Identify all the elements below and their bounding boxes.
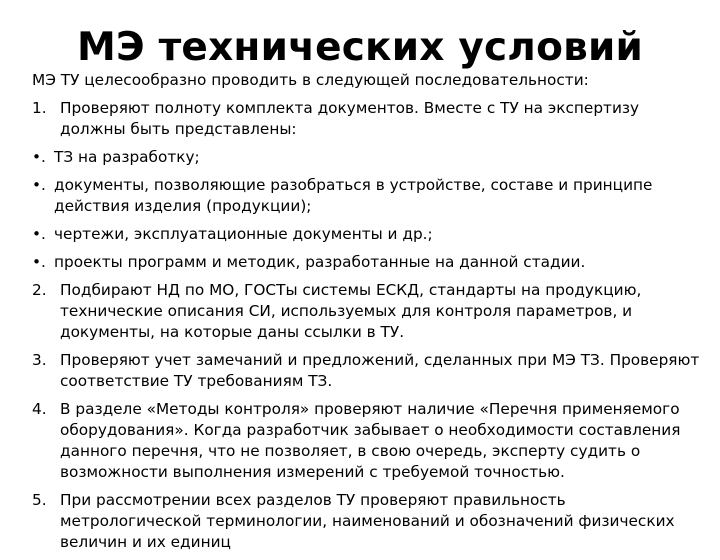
- list-number: 5.: [32, 491, 47, 509]
- list-item-text: В разделе «Методы контроля» проверяют наличие «Перечня применяемого оборудования». Когда разработчик забывает о необходимости составления данного перечня, что не позволяет, в свою очередь, эксперту судить о возможности выполнения измерений с требуемой точностью.: [60, 400, 681, 481]
- list-item-text: При рассмотрении всех разделов ТУ проверяют правильность метрологической терминологии, наименований и обозначений физических величин и их единиц: [60, 491, 675, 551]
- bullet-item-tz: [32, 147, 700, 168]
- list-number: 4.: [32, 400, 47, 418]
- list-item-text: Проверяют учет замечаний и предложений, сделанных при МЭ ТЗ. Проверяют соответствие ТУ требованиям ТЗ.: [60, 351, 700, 390]
- list-item-5: [32, 490, 700, 553]
- slide-content: [32, 70, 700, 560]
- bullet-icon: •.: [32, 225, 46, 243]
- list-item-2: [32, 280, 700, 343]
- bullet-icon: •.: [32, 253, 46, 271]
- list-item-4: [32, 399, 700, 483]
- intro-text: МЭ ТУ целесообразно проводить в следующей последовательности:: [32, 71, 589, 89]
- list-item-1: [32, 98, 700, 140]
- bullet-item-documents: [32, 175, 700, 217]
- list-number: 1.: [32, 99, 47, 117]
- list-item-text: Подбирают НД по МО, ГОСТы системы ЕСКД, стандарты на продукцию, технические описания СИ, используемых для контроля параметров, и документы, на которые даны ссылки в ТУ.: [60, 281, 642, 341]
- bullet-item-text: проекты программ и методик, разработанные на данной стадии.: [54, 253, 586, 271]
- bullet-item-text: ТЗ на разработку;: [54, 148, 200, 166]
- list-number: 3.: [32, 351, 47, 369]
- bullet-icon: •.: [32, 148, 46, 166]
- bullet-item-drawings: [32, 224, 700, 245]
- bullet-icon: •.: [32, 176, 46, 194]
- list-number: 2.: [32, 281, 47, 299]
- slide-title: МЭ технических условий: [77, 25, 643, 70]
- list-item-text: Проверяют полноту комплекта документов. Вместе с ТУ на экспертизу должны быть представлены:: [60, 99, 640, 138]
- bullet-item-programs: [32, 252, 700, 273]
- list-item-3: [32, 350, 700, 392]
- bullet-item-text: документы, позволяющие разобраться в устройстве, составе и принципе действия изделия (продукции);: [54, 176, 653, 215]
- bullet-item-text: чертежи, эксплуатационные документы и др.;: [54, 225, 433, 243]
